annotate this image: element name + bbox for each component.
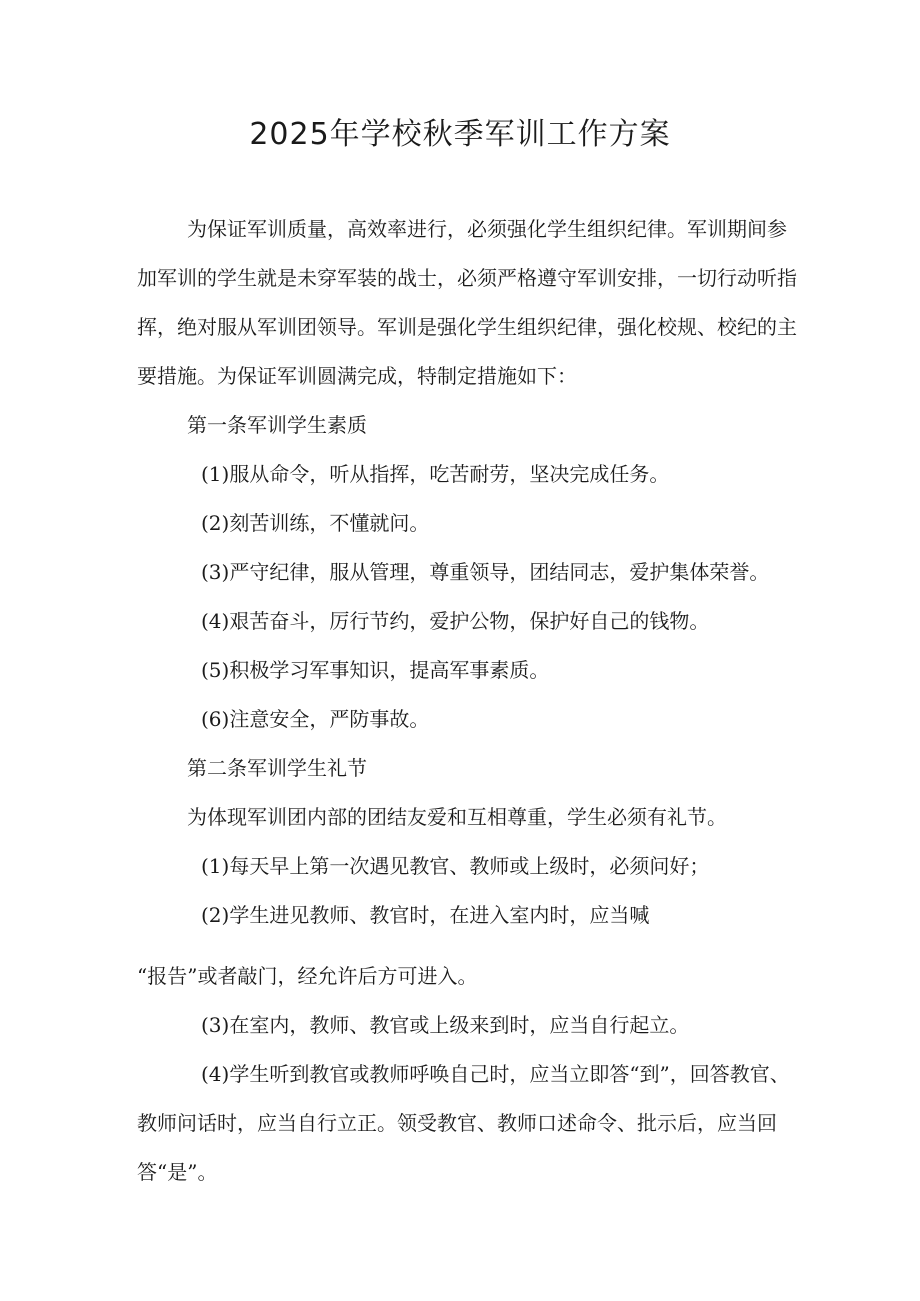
article2-item-4: (4)学生听到教官或教师呼唤自己时，应当立即答“到”，回答教官、教师问话时，应当自行立正。领受教官、教师口述命令、批示后，应当回答“是”。 (137, 1062, 790, 1184)
article1-item-6: (6)注意安全，严防事故。 (201, 707, 430, 731)
article1-item-1: (1)服从命令，听从指挥，吃苦耐劳，坚决完成任务。 (201, 462, 670, 486)
article1-item-2: (2)刻苦训练，不懂就问。 (201, 511, 430, 535)
article2-item-1: (1)每天早上第一次遇见教官、教师或上级时，必须问好； (201, 854, 710, 878)
document-title: 2025年学校秋季军训工作方案 (249, 117, 671, 152)
article2-heading: 第二条军训学生礼节 (187, 756, 367, 780)
document-body (137, 205, 797, 1197)
article2-item-3: (3)在室内，教师、教官或上级来到时，应当自行起立。 (201, 1013, 690, 1037)
article1-item-5: (5)积极学习军事知识，提高军事素质。 (201, 658, 550, 682)
intro-paragraph: 为保证军训质量，高效率进行，必须强化学生组织纪律。军训期间参加军训的学生就是未穿军装的战士，必须严格遵守军训安排，一切行动听指挥，绝对服从军训团领导。军训是强化学生组织纪律，强化校规、校纪的主要措施。为保证军训圆满完成，特制定措施如下： (137, 217, 797, 388)
article1-item-3: (3)严守纪律，服从管理，尊重领导，团结同志，爱护集体荣誉。 (201, 560, 770, 584)
article2-intro: 为体现军训团内部的团结友爱和互相尊重，学生必须有礼节。 (187, 805, 727, 829)
article2-item-2-line-1: (2)学生进见教师、教官时，在进入室内时，应当喊 (201, 903, 650, 927)
article1-heading: 第一条军训学生素质 (187, 413, 367, 437)
article2-item-2-line-2: “报告”或者敲门，经允许后方可进入。 (137, 964, 478, 988)
article1-item-4: (4)艰苦奋斗，厉行节约，爱护公物，保护好自己的钱物。 (201, 609, 710, 633)
